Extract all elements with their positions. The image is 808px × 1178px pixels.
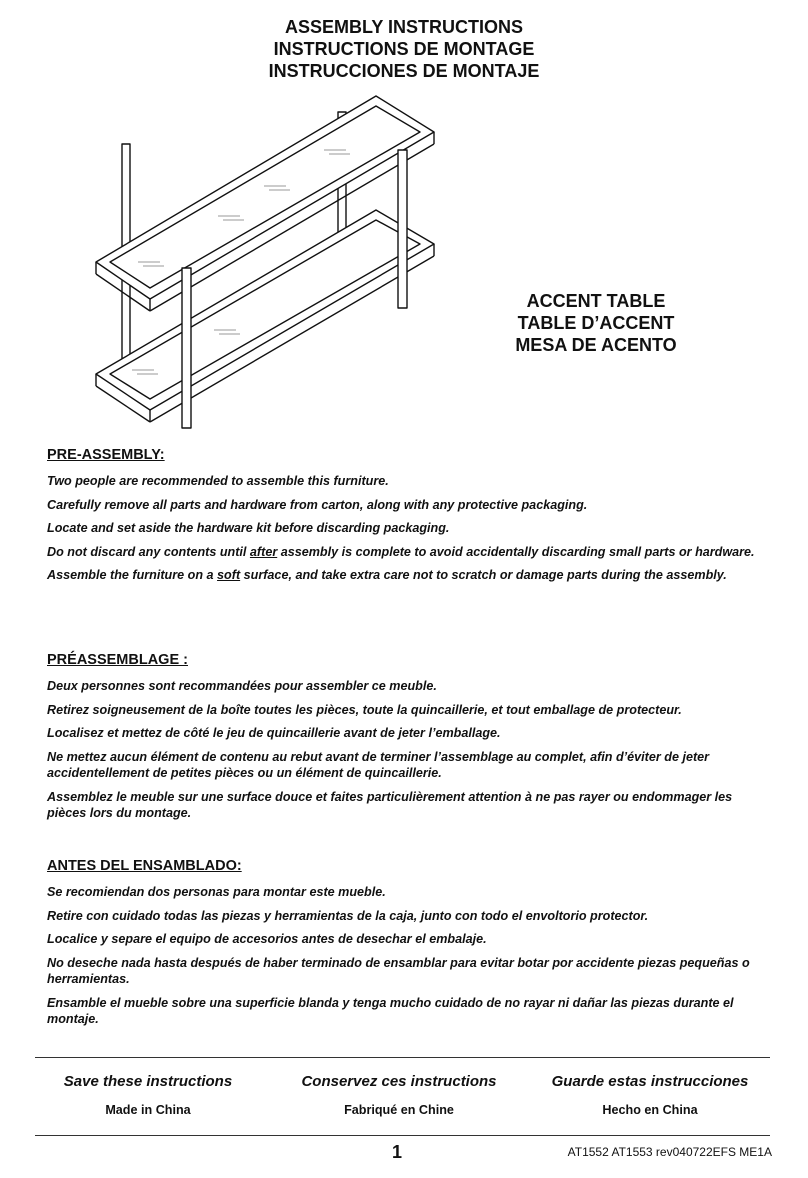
save-instructions-label: Conservez ces instructions xyxy=(301,1073,497,1090)
paragraph-text: surface, and take extra care not to scratch or damage parts during the assembly. xyxy=(240,568,727,582)
footer-french xyxy=(274,1073,524,1118)
paragraph-text: Do not discard any contents until xyxy=(47,544,250,559)
paragraph-text: Assemble the furniture on a xyxy=(47,568,218,582)
instruction-paragraph: Carefully remove all parts and hardware from carton, along with any protective packaging. xyxy=(47,497,588,512)
section-heading: ANTES DEL ENSAMBLADO: xyxy=(47,858,242,874)
instruction-paragraph xyxy=(47,544,767,561)
save-instructions-label: Save these instructions xyxy=(63,1073,233,1090)
save-instructions-label: Guarde estas instrucciones xyxy=(551,1073,749,1090)
emphasized-word: soft xyxy=(217,568,241,582)
pre-assembly-french xyxy=(47,651,767,829)
made-in-label: Fabriqué en Chine xyxy=(344,1103,454,1117)
pre-assembly-english xyxy=(47,446,767,591)
title-spanish: INSTRUCCIONES DE MONTAJE xyxy=(268,61,540,81)
instruction-paragraph: Two people are recommended to assemble this furniture. xyxy=(47,474,389,488)
footer-divider-top xyxy=(35,1057,770,1058)
section-heading: PRÉASSEMBLAGE : xyxy=(47,652,188,668)
instruction-paragraph: Retirez soigneusement de la boîte toutes les pièces, toute la quincaillerie, et tout emballage de protecteur. xyxy=(47,702,682,717)
instruction-paragraph: Ensamble el mueble sobre una superficie blanda y tenga mucho cuidado de no rayar ni dañar las piezas durante el montaje. xyxy=(47,995,734,1026)
section-heading: PRE-ASSEMBLY: xyxy=(47,447,165,463)
pre-assembly-spanish xyxy=(47,857,767,1035)
instruction-paragraph: Localisez et mettez de côté le jeu de quincaillerie avant de jeter l’emballage. xyxy=(47,726,501,740)
instruction-paragraph: Locate and set aside the hardware kit before discarding packaging. xyxy=(47,521,450,535)
emphasized-word: after xyxy=(249,544,278,559)
title-french: INSTRUCTIONS DE MONTAGE xyxy=(273,39,535,59)
footer-english xyxy=(23,1073,273,1118)
instruction-paragraph: Deux personnes sont recommandées pour assembler ce meuble. xyxy=(47,679,437,693)
paragraph-text: assembly is complete to avoid accidentally discarding small parts or hardware. xyxy=(277,544,755,559)
title-english: ASSEMBLY INSTRUCTIONS xyxy=(284,17,524,37)
model-code: AT1552 AT1553 rev040722EFS ME1A xyxy=(567,1145,772,1159)
footer-spanish xyxy=(525,1073,775,1118)
page-number: 1 xyxy=(392,1142,403,1162)
instruction-paragraph: Localice y separe el equipo de accesorios antes de desechar el embalaje. xyxy=(47,932,487,946)
instruction-paragraph: Assemblez le meuble sur une surface douce et faites particulièrement attention à ne pas rayer ou endommager les pièces lors du montage. xyxy=(47,789,733,820)
made-in-label: Made in China xyxy=(105,1103,191,1117)
instruction-paragraph: Se recomiendan dos personas para montar este mueble. xyxy=(47,885,386,899)
instruction-paragraph: Retire con cuidado todas las piezas y herramientas de la caja, junto con todo el envoltorio protector. xyxy=(47,908,649,923)
instruction-paragraph: Ne mettez aucun élément de contenu au rebut avant de terminer l’assemblage au complet, afin d’éviter de jeter accidentellement de petites pièces ou un élément de quincaillerie. xyxy=(47,749,710,780)
instruction-paragraph: No deseche nada hasta después de haber terminado de ensamblar para evitar botar por accidente piezas pequeñas o herramientas. xyxy=(47,955,750,986)
product-name-spanish: MESA DE ACENTO xyxy=(515,335,677,355)
product-name-english: ACCENT TABLE xyxy=(526,291,666,311)
product-name xyxy=(496,290,696,356)
instruction-paragraph xyxy=(47,567,767,584)
accent-table-illustration xyxy=(88,92,438,432)
made-in-label: Hecho en China xyxy=(602,1103,698,1117)
product-name-french: TABLE D’ACCENT xyxy=(517,313,675,333)
document-title xyxy=(0,16,808,82)
footer-divider-bottom xyxy=(35,1135,770,1136)
